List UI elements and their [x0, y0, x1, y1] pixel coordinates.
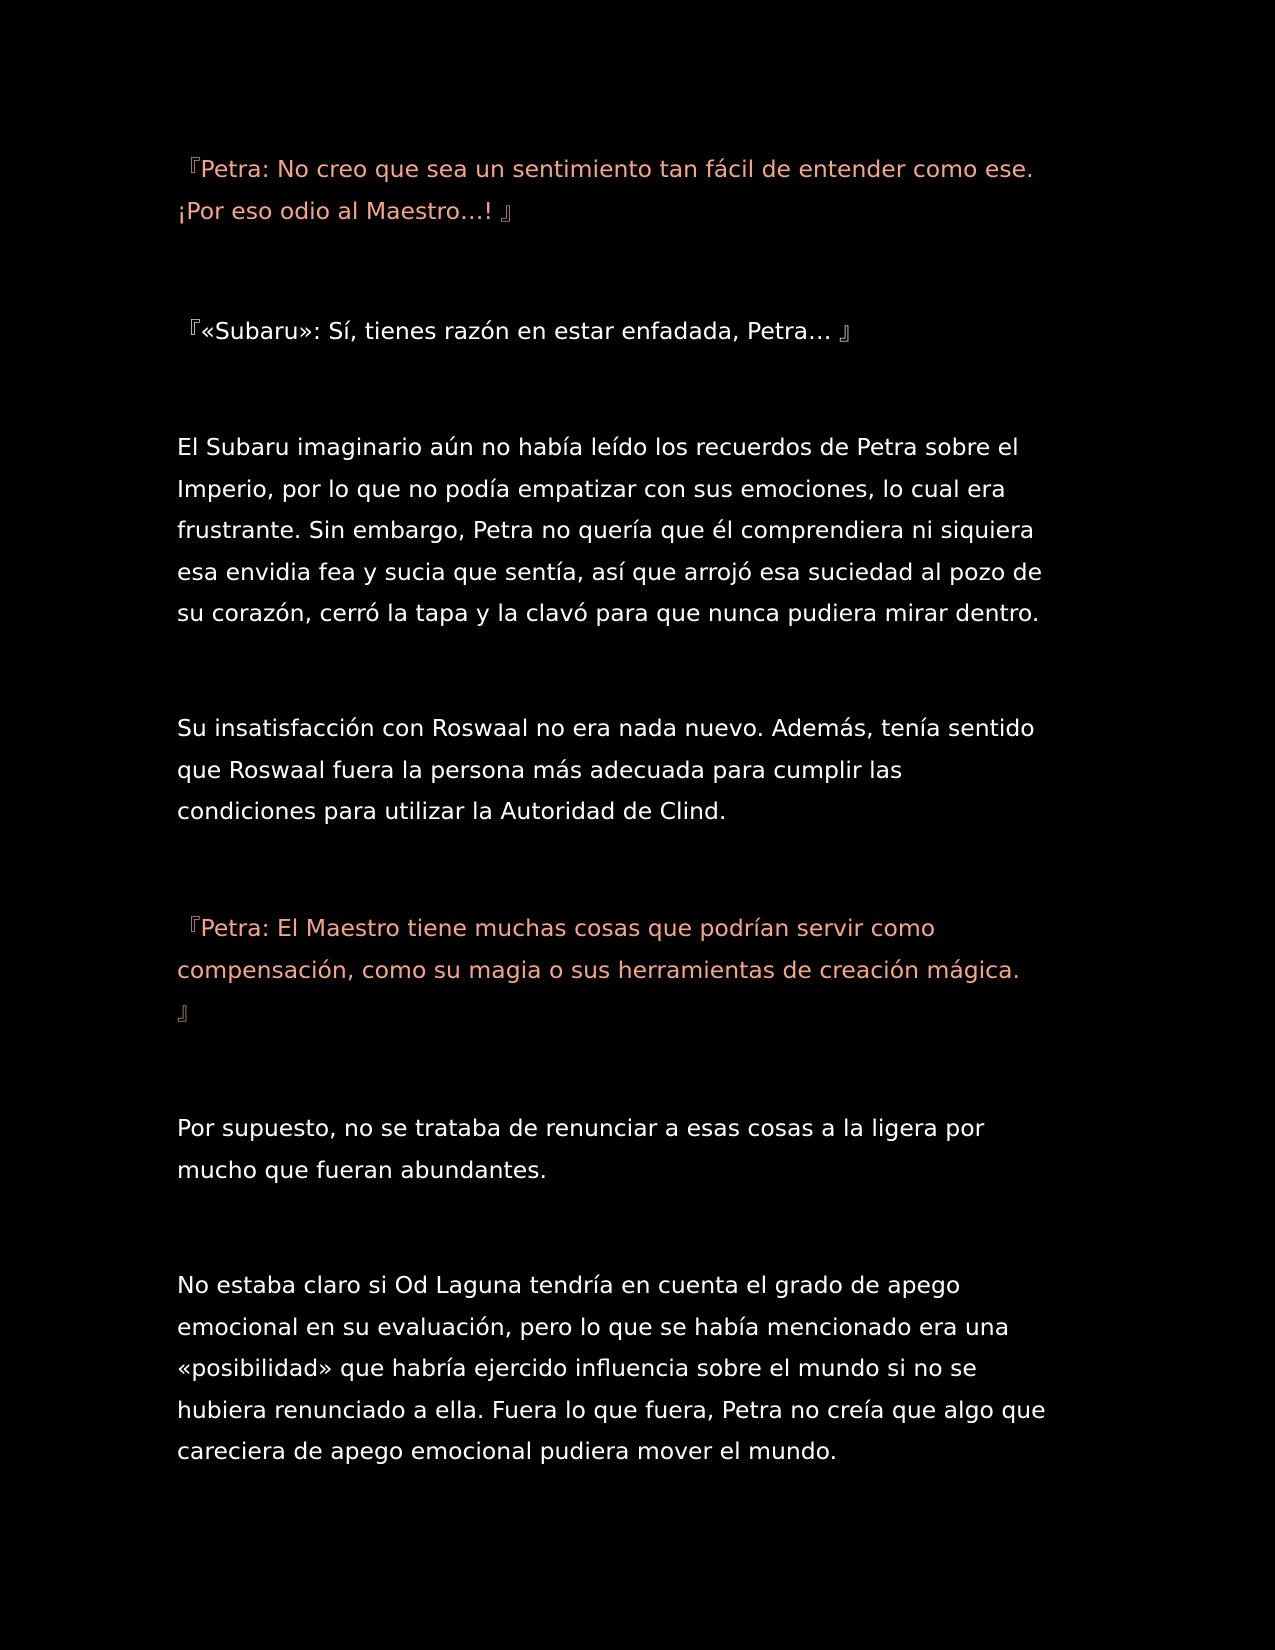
narration-paragraph-4: No estaba claro si Od Laguna tendría en cuenta el grado de apego emocional en su evaluación, pero lo que se había mencionado era una «posibilidad» que habría ejercido influencia sobre el mundo si no se hubiera renunciado a ella. Fuera lo que fuera, Petra no creía que algo que careciera de apego emocional pudiera mover el mundo. — [177, 1271, 1046, 1465]
narration-paragraph-3: Por supuesto, no se trataba de renunciar a esas cosas a la ligera por mucho que fueran abundantes. — [177, 1114, 985, 1184]
dialogue-petra-1: 『Petra: No creo que sea un sentimiento tan fácil de entender como ese. ¡Por eso odio al Maestro…! 』 — [177, 155, 1034, 225]
dialogue-petra-2: 『Petra: El Maestro tiene muchas cosas que podrían servir como compensación, como su magia o sus herramientas de creación mágica. 』 — [177, 914, 1020, 1025]
dialogue-subaru-1: 『«Subaru»: Sí, tienes razón en estar enfadada, Petra… 』 — [177, 317, 863, 345]
narration-paragraph-2: Su insatisfacción con Roswaal no era nada nuevo. Además, tenía sentido que Roswaal fuera la persona más adecuada para cumplir las condiciones para utilizar la Autoridad de Clind. — [177, 714, 1035, 825]
narration-paragraph-1: El Subaru imaginario aún no había leído los recuerdos de Petra sobre el Imperio, por lo que no podía empatizar con sus emociones, lo cual era frustrante. Sin embargo, Petra no quería que él comprendiera ni siquiera esa envidia fea y sucia que sentía, así que arrojó esa suciedad al pozo de su corazón, cerró la tapa y la clavó para que nunca pudiera mirar dentro. — [177, 433, 1043, 627]
